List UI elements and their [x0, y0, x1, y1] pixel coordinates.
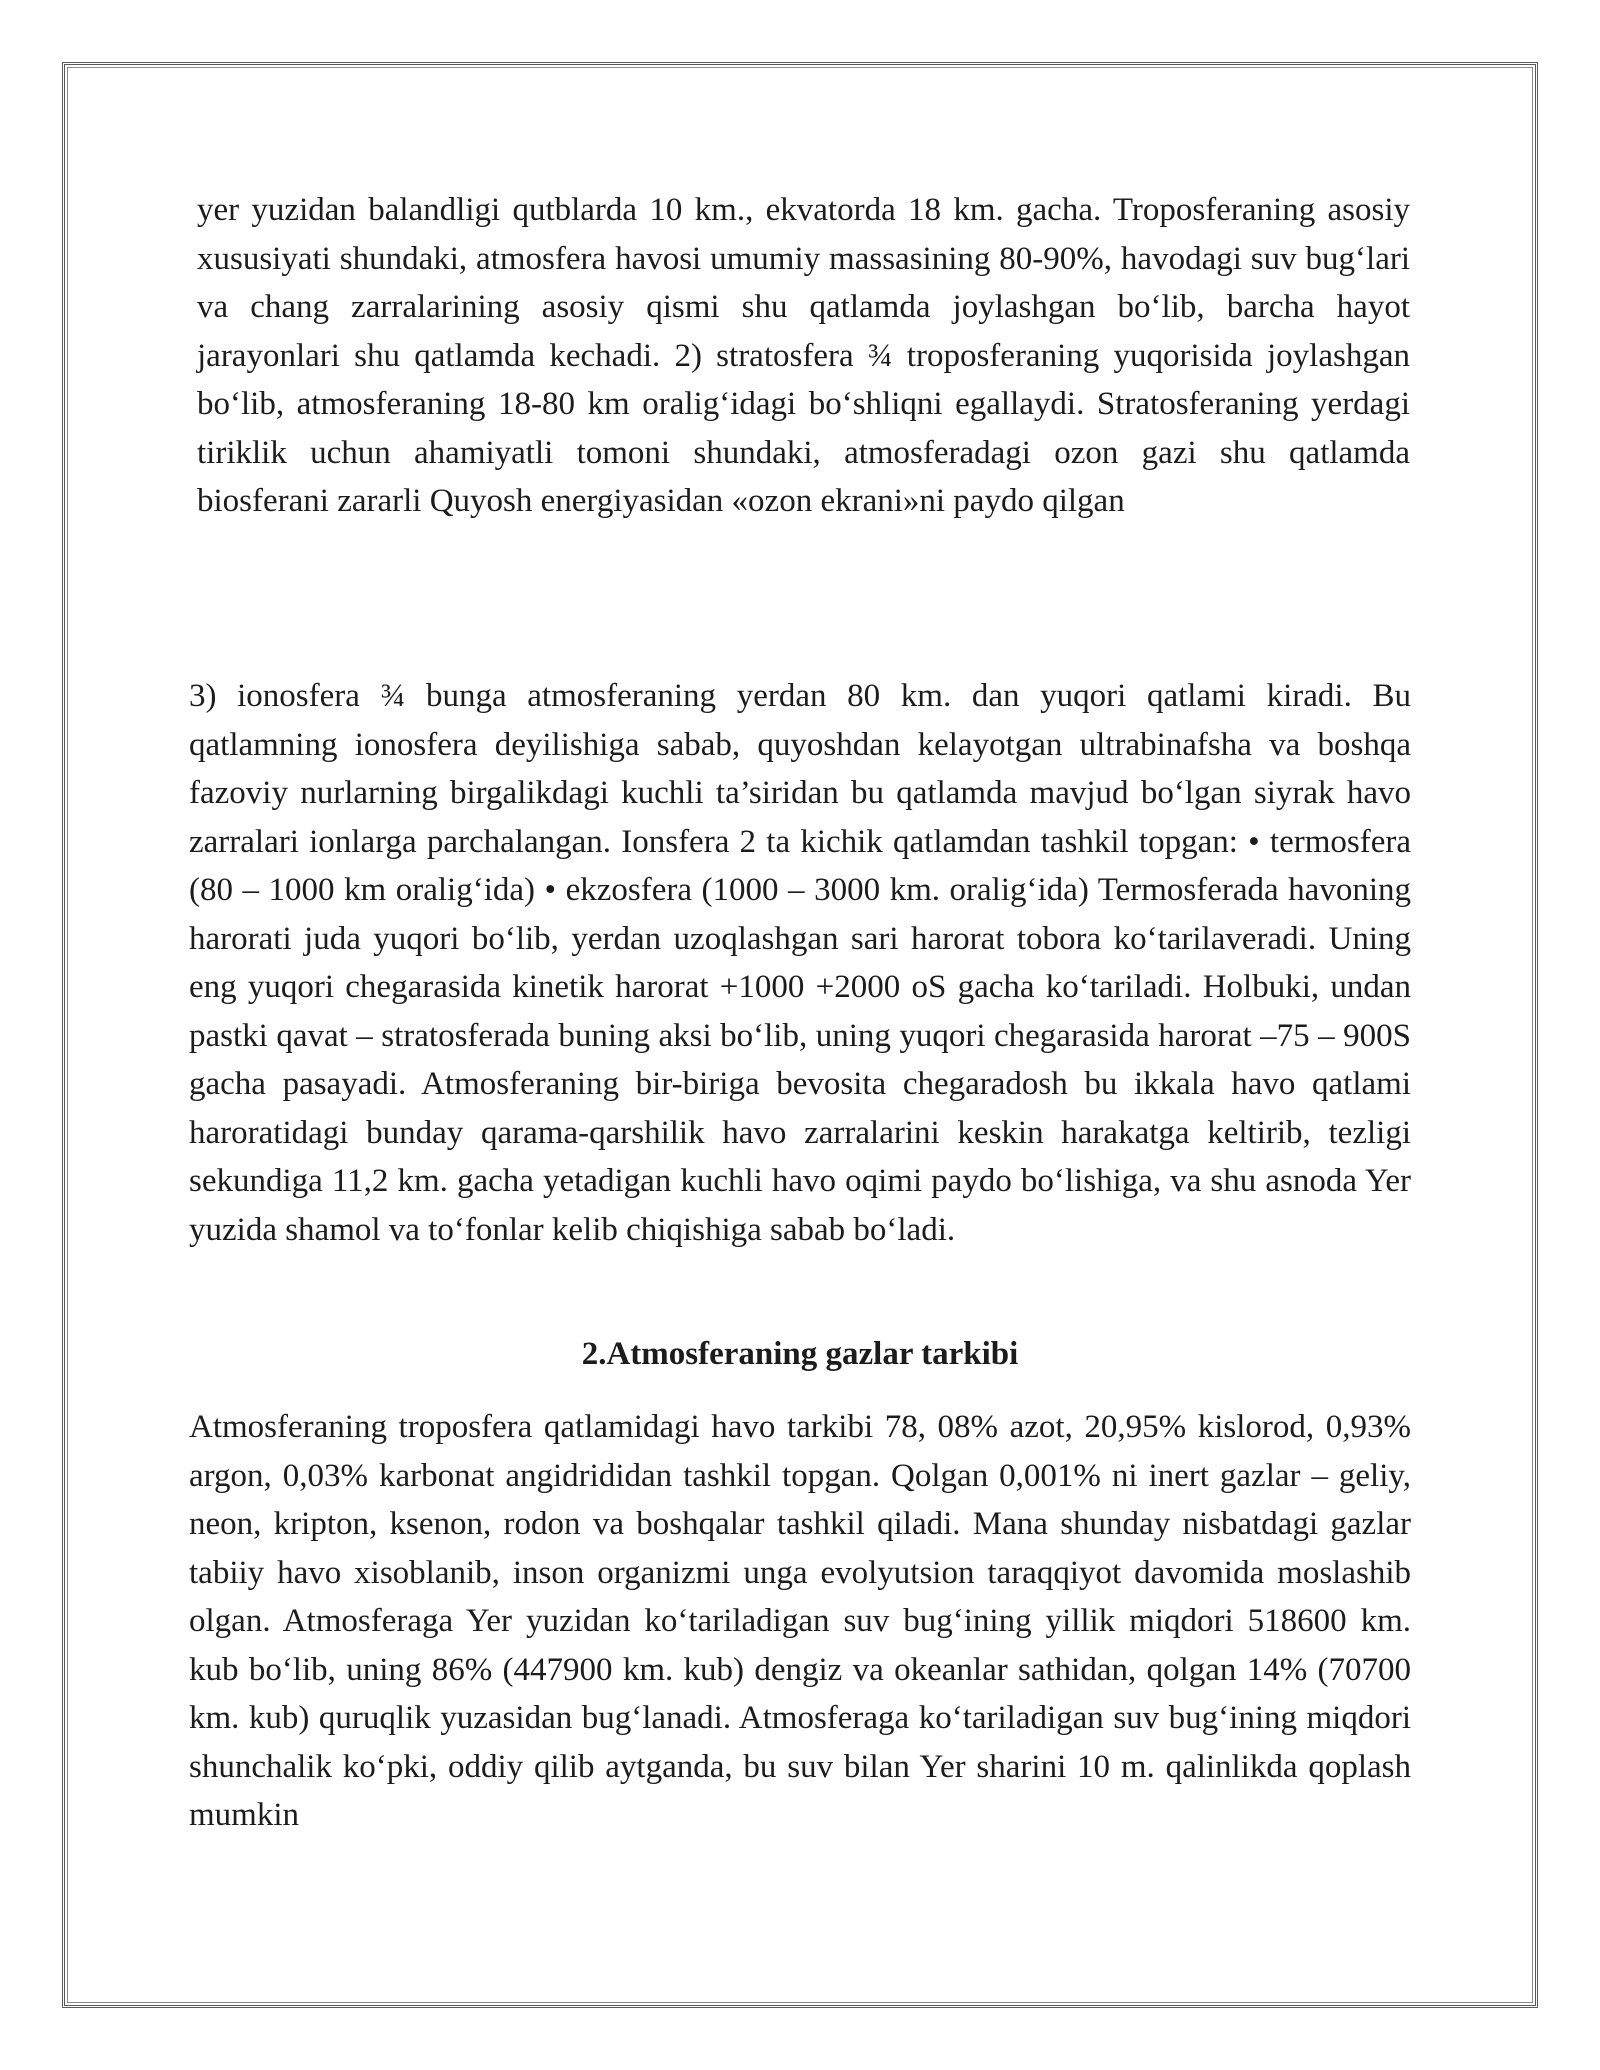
paragraph-troposphere-stratosphere: yer yuzidan balandligi qutblarda 10 km., ekvatorda 18 km. gacha. Troposferaning asosiy xususiyati shundaki, atmosfera havosi umumiy massasining 80-90%, havodagi suv bug‘lari va chang zarralarining asosiy qismi shu qatlamda joylashgan bo‘lib, barcha hayot jarayonlari shu qatlamda kechadi. 2) stratosfera ¾ troposferaning yuqorisida joylashgan bo‘lib, atmosferaning 18-80 km oralig‘idagi bo‘shliqni egallaydi. Stratosferaning yerdagi tiriklik uchun ahamiyatli tomoni shundaki, atmosferadagi ozon gazi shu qatlamda biosferani zararli Quyosh energiyasidan «ozon ekrani»ni paydo qilgan — [197, 192, 1410, 519]
paragraph-ionosphere: 3) ionosfera ¾ bunga atmosferaning yerdan 80 km. dan yuqori qatlami kiradi. Bu qatlamning ionosfera deyilishiga sabab, quyoshdan kelayotgan ultrabinafsha va boshqa fazoviy nurlarning birgalikdagi kuchli ta’siridan bu qatlamda mavjud bo‘lgan siyrak havo zarralari ionlarga parchalangan. Ionsfera 2 ta kichik qatlamdan tashkil topgan: • termosfera (80 – 1000 km oralig‘ida) • ekzosfera (1000 – 3000 km. oralig‘ida) Termosferada havoning harorati juda yuqori bo‘lib, yerdan uzoqlashgan sari harorat tobora ko‘tarilaveradi. Uning eng yuqori chegarasida kinetik harorat +1000 +2000 oS gacha ko‘tariladi. Holbuki, undan pastki qavat – stratosferada buning aksi bo‘lib, uning yuqori chegarasida harorat –75 – 900S gacha pasayadi. Atmosferaning bir-biriga bevosita chegaradosh bu ikkala havo qatlami haroratidagi bunday qarama-qarshilik havo zarralarini keskin harakatga keltirib, tezligi sekundiga 11,2 km. gacha yetadigan kuchli havo oqimi paydo bo‘lishiga, va shu asnoda Yer yuzida shamol va to‘fonlar kelib chiqishiga sabab bo‘ladi. — [189, 678, 1411, 1248]
paragraph-gas-composition: Atmosferaning troposfera qatlamidagi havo tarkibi 78, 08% azot, 20,95% kislorod, 0,93% argon, 0,03% karbonat angidrididan tashkil topgan. Qolgan 0,001% ni inert gazlar – geliy, neon, kripton, ksenon, rodon va boshqalar tashkil qiladi. Mana shunday nisbatdagi gazlar tabiiy havo xisoblanib, inson organizmi unga evolyutsion taraqqiyot davomida moslashib olgan. Atmosferaga Yer yuzidan ko‘tariladigan suv bug‘ining yillik miqdori 518600 km. kub bo‘lib, uning 86% (447900 km. kub) dengiz va okeanlar sathidan, qolgan 14% (70700 km. kub) quruqlik yuzasidan bug‘lanadi. Atmosferaga ko‘tariladigan suv bug‘ining miqdori shunchalik ko‘pki, oddiy qilib aytganda, bu suv bilan Yer sharini 10 m. qalinlikda qoplash mumkin — [189, 1409, 1411, 1833]
section-heading: 2.Atmosferaning gazlar tarkibi — [581, 1336, 1019, 1372]
